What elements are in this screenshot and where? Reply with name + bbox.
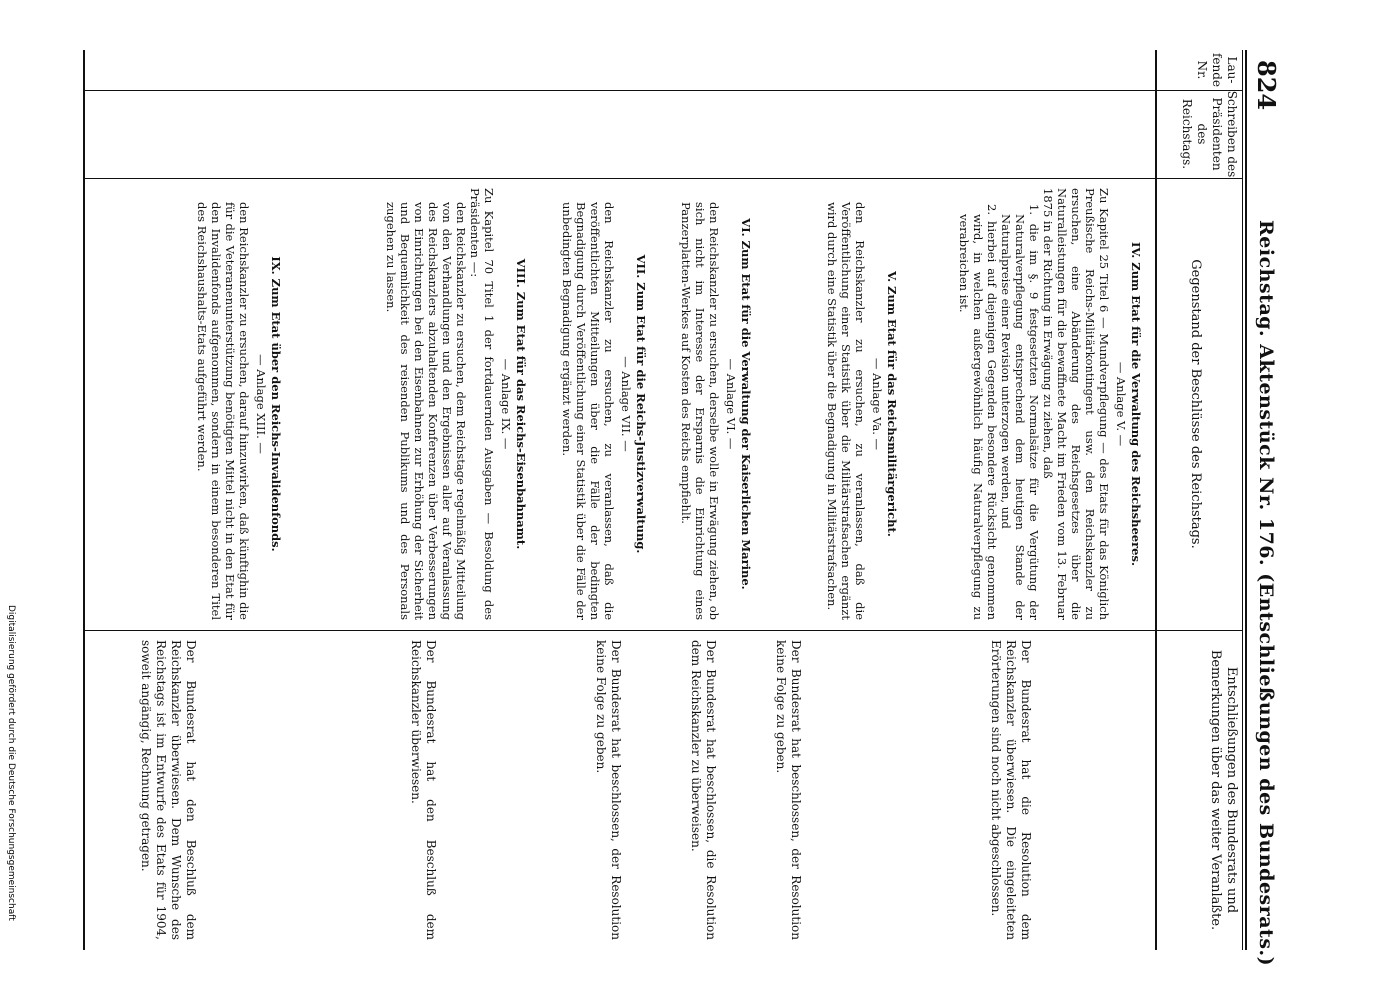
decision-iv: Der Bundesrat hat die Resolution dem Reichskanzler überwiesen. Die eingeleiteten Erörterungen sind noch nicht abgeschlossen. [989, 640, 1033, 940]
header-rule-thin [1242, 50, 1243, 950]
document-page [83, 50, 1283, 967]
section-paragraph: den Reichskanzler zu ersuchen, dem Reichstage regelmäßig Mitteilung von den Verhandlungen und den Ergebnissen aller auf Veranlassung des Reichskanzlers abzuhaltenden Konferenzen über Verbesserungen von Einrichtungen bei den Eisenbahnen zur Erhöhung der Sicherheit und Bequemlichkeit des reisenden Publikums und des Personals zugehen zu lassen. [384, 202, 468, 620]
decision-v: Der Bundesrat hat beschlossen, der Resolution keine Folge zu geben. [774, 640, 803, 940]
section-paragraph: den Reichskanzler zu ersuchen, derselbe wolle in Erwägung ziehen, ob sich nicht im Interesse der Ersparnis die Einrichtung eines Panzerplatten-Werkes auf Kosten des Reichs empfiehlt. [679, 202, 721, 620]
section-title: VII. Zum Etat für die Reichs-Justizverwaltung. [634, 254, 648, 554]
section-annex: — Anlage VII. — [619, 356, 633, 452]
section-title: IV. Zum Etat für die Verwaltung des Reichsheeres. [1129, 242, 1143, 566]
section-annex: — Anlage XIII. — [254, 354, 268, 454]
section-paragraph: den Reichskanzler zu ersuchen, zu veranlassen, daß die Veröffentlichung einer Statistik über die Militärstrafsachen ergänzt wird durch eine Statistik über die Begnadigung in Militärstrafsachen. [825, 202, 867, 620]
section-v [825, 188, 899, 620]
column-header-rule [1155, 50, 1157, 950]
section-title: V. Zum Etat für das Reichsmilitärgericht. [885, 271, 899, 537]
section-annex: — Anlage V. — [1114, 361, 1128, 447]
section-ix [195, 188, 283, 620]
section-viii [384, 188, 528, 620]
running-title: Reichstag. Aktenstück Nr. 176. (Entschließungen des Bundesrats.) [1255, 220, 1277, 967]
page-number: 824 [1252, 60, 1281, 111]
digitization-note: Digitalisierung gefördert durch die Deutsche Forschungsgemeinschaft [6, 605, 16, 921]
decision-vi: Der Bundesrat hat beschlossen, die Resolution dem Reichskanzler zu überweisen. [689, 640, 718, 940]
section-vi [679, 188, 753, 620]
column-header-decisions: Entschließungen des Bundesrats und Bemerkungen über das weiter Veranlaßte. [1208, 649, 1239, 931]
list-item: 2. hierbei auf diejenigen Gegenden besondere Rücksicht genommen wird, in welchen außergewöhnlich häufig Naturalverpflegung zu verabreichen ist. [957, 204, 999, 620]
column-header-subject: Gegenstand der Beschlüsse des Reichstags. [1188, 259, 1203, 549]
column-header-sender: Schreiben des Präsidenten des Reichstags. [1180, 90, 1239, 178]
section-paragraph: den Reichskanzler zu ersuchen, darauf hinzuwirken, daß künftighin die für die Veteranenunterstützung benötigten Mittel nicht in den Etat für den Invalidenfonds aufgenommen, sondern in einem besonderen Titel des Reichshaushalts-Etats aufgeführt werden. [195, 202, 251, 620]
digitization-strip [2, 5, 22, 995]
column-divider [83, 178, 1243, 179]
header-rule [1245, 50, 1247, 950]
section-paragraph: Zu Kapitel 25 Titel 6 — Mundverpflegung — des Etats für das Königlich Preußische Reichs-Militärkontingent usw. den Reichskanzler zu ersuchen, eine Abänderung des Reichsgesetzes über die Naturalleistungen für die bewaffnete Macht im Frieden vom 13. Februar 1875 in der Richtung in Erwägung zu ziehen, daß [1041, 188, 1111, 620]
section-title: IX. Zum Etat über den Reichs-Invalidenfonds. [269, 256, 283, 552]
column-header-nr: Lau-fende Nr. [1195, 52, 1239, 88]
section-annex: — Anlage IX. — [499, 358, 513, 450]
section-iv [957, 188, 1143, 620]
decision-viii: Der Bundesrat hat den Beschluß dem Reichskanzler überwiesen. [409, 640, 438, 940]
section-annex: — Anlage Va. — [870, 357, 884, 451]
section-title: VI. Zum Etat für die Verwaltung der Kaiserlichen Marine. [739, 218, 753, 590]
section-annex: — Anlage VI. — [724, 358, 738, 450]
decision-ix: Der Bundesrat hat den Beschluß dem Reichskanzler überwiesen. Dem Wunsche des Reichstags ist im Entwurfe des Etats für 1904, soweit angängig, Rechnung getragen. [139, 640, 198, 940]
decision-vii: Der Bundesrat hat beschlossen, der Resolution keine Folge zu geben. [594, 640, 623, 940]
column-divider [83, 630, 1243, 631]
column-divider [83, 90, 1243, 91]
page-header [1237, 50, 1283, 967]
table-bottom-rule [83, 50, 85, 950]
section-vii [560, 188, 648, 620]
list-item: 1. die im §. 9 festgesetzten Normalsätze für die Vergütung der Naturalverpflegung entsprechend dem heutigen Stande der Naturalpreise einer Revision unterzogen werden, und [999, 204, 1041, 620]
section-paragraph: den Reichskanzler zu ersuchen, zu veranlassen, daß die veröffentlichten Mitteilungen über die Fälle der bedingten Begnadigung durch Veröffentlichung einer Statistik über die Fälle der unbedingten Begnadigung ergänzt werden. [560, 202, 616, 620]
section-title: VIII. Zum Etat für das Reichs-Eisenbahnamt. [514, 258, 528, 550]
section-paragraph: Zu Kapitel 70 Titel 1 der fortdauernden Ausgaben — Besoldung des Präsidenten —: [468, 188, 496, 620]
